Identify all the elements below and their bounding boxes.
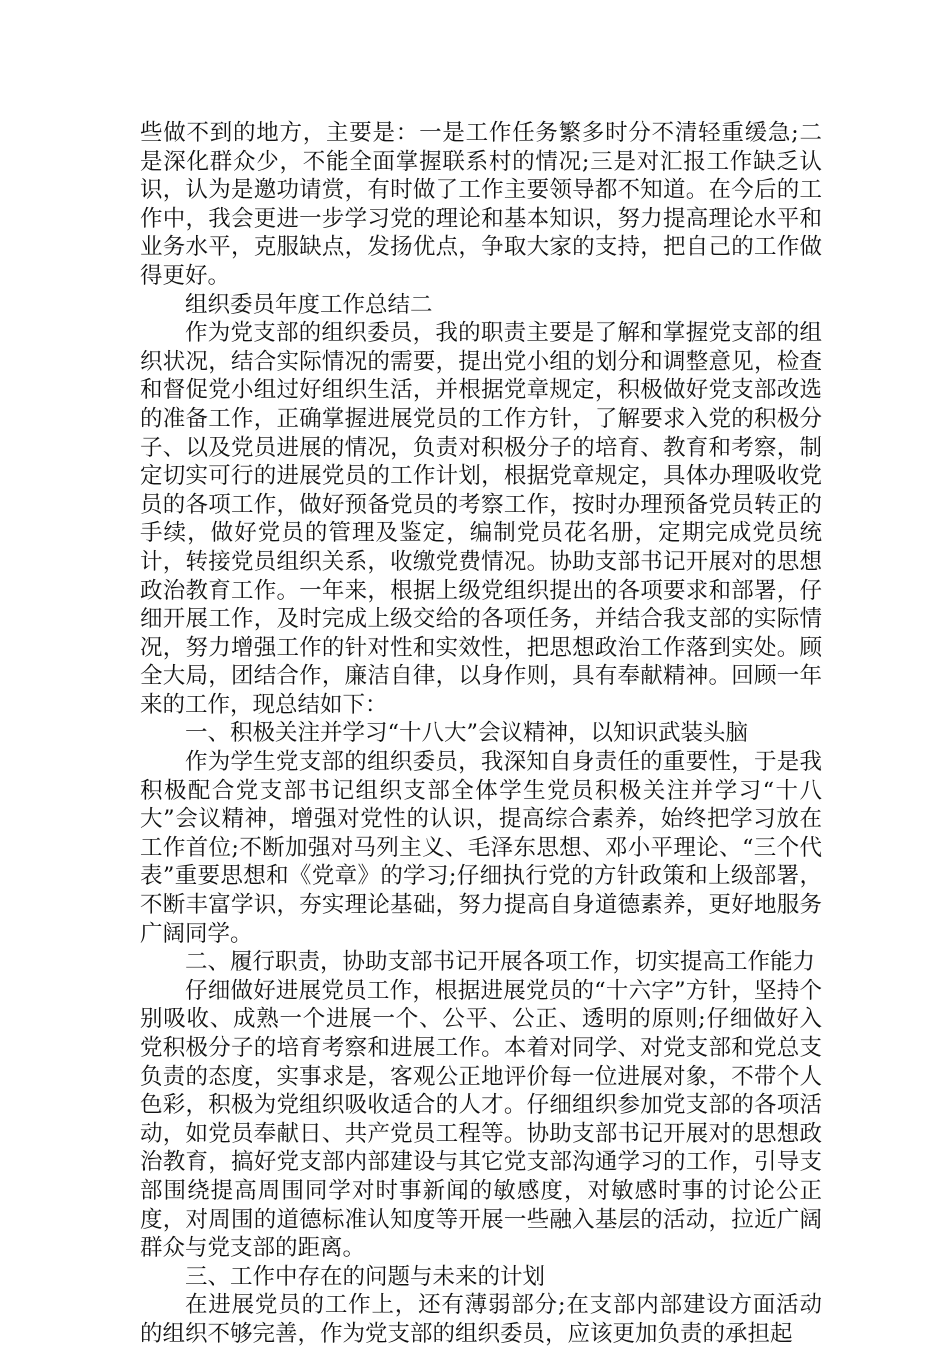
paragraph-duties: 作为党支部的组织委员，我的职责主要是了解和掌握党支部的组织状况，结合实际情况的需要，提出党小组的划分和调整意见，检查和督促党小组过好组织生活，并根据党章规定，积极做好党支部改选的准备工作，正确掌握进展党员的工作方针，了解要求入党的积极分子、以及党员进展的情况，负责对积极分子的培育、教育和考察，制定切实可行的进展党员的工作计划，根据党章规定，具体办理吸收党员的各项工作，做好预备党员的考察工作，按时办理预备党员转正的手续，做好党员的管理及鉴定，编制党员花名册，定期完成党员统计，转接党员组织关系，收缴党费情况。协助支部书记开展对的思想政治教育工作。一年来，根据上级党组织提出的各项要求和部署，仔细开展工作，及时完成上级交给的各项任务，并结合我支部的实际情况，努力增强工作的针对性和实效性，把思想政治工作落到实处。顾全大局，团结合作，廉洁自律，以身作则，具有奉献精神。回顾一年来的工作，现总结如下：	[140, 320, 822, 718]
paragraph-problems: 在进展党员的工作上，还有薄弱部分;在支部内部建设方面活动的组织不够完善，作为党支部的组织委员，应该更加负责的承担起	[140, 1292, 822, 1347]
section-heading-one: 一、积极关注并学习“十八大”会议精神，以知识武装头脑	[185, 720, 749, 747]
paragraph-continuation: 些做不到的地方，主要是：一是工作任务繁多时分不清轻重缓急;二是深化群众少，不能全面掌握联系村的情况;三是对汇报工作缺乏认识，认为是邀功请赏，有时做了工作主要领导都不知道。在今后的工作中，我会更进一步学习党的理论和基本知识，努力提高理论水平和业务水平，克服缺点，发扬优点，争取大家的支持，把自己的工作做得更好。	[140, 120, 822, 289]
section-heading-two: 二、履行职责，协助支部书记开展各项工作，切实提高工作能力	[185, 949, 816, 976]
section-heading-three: 三、工作中存在的问题与未来的计划	[185, 1263, 546, 1290]
section-title-summary-two: 组织委员年度工作总结二	[185, 291, 433, 318]
paragraph-study: 作为学生党支部的组织委员，我深知自身责任的重要性，于是我积极配合党支部书记组织支部全体学生党员积极关注并学习“十八大”会议精神，增强对党性的认识，提高综合素养，始终把学习放在工作首位;不断加强对马列主义、毛泽东思想、邓小平理论、“三个代表”重要思想和《党章》的学习;仔细执行党的方针政策和上级部署，不断丰富学识，夯实理论基础，努力提高自身道德素养，更好地服务广阔同学。	[140, 749, 822, 947]
document-body	[140, 119, 822, 1349]
paragraph-member-development: 仔细做好进展党员工作，根据进展党员的“十六字”方针，坚持个别吸收、成熟一个进展一个、公平、公正、透明的原则;仔细做好入党积极分子的培育考察和进展工作。本着对同学、对党支部和党总支负责的态度，实事求是，客观公正地评价每一位进展对象，不带个人色彩，积极为党组织吸收适合的人才。仔细组织参加党支部的各项活动，如党员奉献日、共产党员工程等。协助支部书记开展对的思想政治教育，搞好党支部内部建设与其它党支部沟通学习的工作，引导支部围绕提高周围同学对时事新闻的敏感度，对敏感时事的讨论公正度，对周围的道德标准认知度等开展一些融入基层的活动，拉近广阔群众与党支部的距离。	[140, 977, 822, 1262]
